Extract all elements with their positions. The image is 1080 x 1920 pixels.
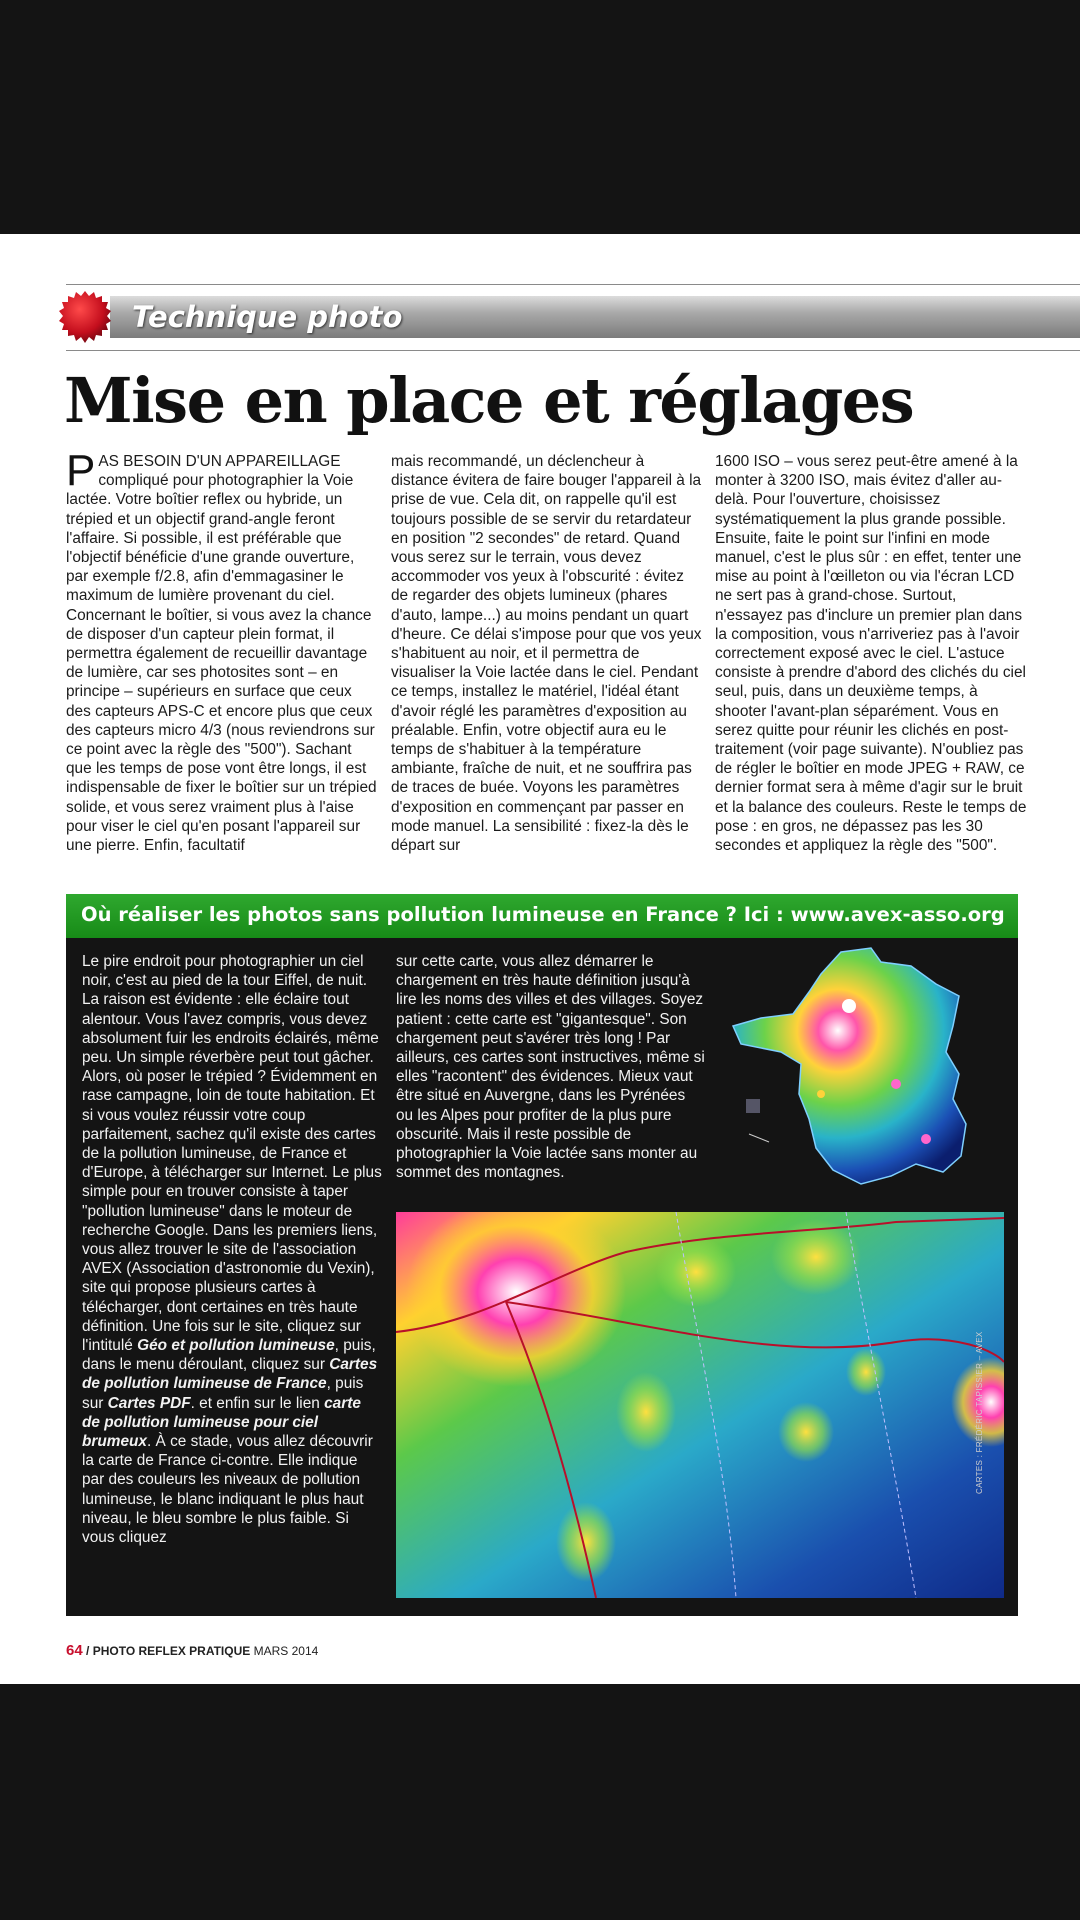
headline: Mise en place et réglages (64, 364, 914, 437)
sidebar-box (66, 894, 1018, 1616)
box-text-1: Le pire endroit pour photographier un ciel noir, c'est au pied de la tour Eiffel, de nuit. La raison est évidente : elle éclaire tout alentour. Vous l'avez compris, vous devez absolument fuir les endroits éclairés, même peu. Un simple réverbère peut tout gâcher. Alors, où poser le trépied ? Évidemment en rase campagne, loin de toute habitation. Et si vous voulez réussir votre coup parfaitement, sachez qu'il existe des cartes de la pollution lumineuse, de France et d'Europe, à télécharger sur Internet. Le plus simple pour en trouver consiste à taper "pollution lumineuse" dans le moteur de recherche Google. Dans les premiers liens, vous allez trouver le site de l'association AVEX (Association d'astronomie du Vexin), site qui propose plusieurs cartes à télécharger, dont certaines en très haute définition. Une fois sur le site, cliquez sur l'intitulé Géo et pollution lumineuse, puis, dans le menu déroulant, cliquez sur Cartes de pollution lumineuse de France, puis sur Cartes PDF. et enfin sur le lien carte de pollution lumineuse pour ciel brumeux. À ce stade, vous allez découvrir la carte de France ci-contre. Elle indique par des couleurs les niveaux de pollution lumineuse, le blanc indiquant le plus haut niveau, le bleu sombre le plus faible. Si vous cliquez (82, 953, 382, 1547)
box-title: Où réaliser les photos sans pollution lumineuse en France ? Ici : www.avex-asso.org (81, 903, 1005, 926)
page-number: 64 (66, 1642, 83, 1659)
top-rule (66, 284, 1080, 285)
issue-date: MARS 2014 (250, 1644, 319, 1658)
article-text-2: mais recommandé, un déclencheur à distance évitera de faire bouger l'appareil à la prise de vue. Cela dit, on rappelle qu'il est toujours possible de se servir du retardateur en position "2 secondes" de retard. Quand vous serez sur le terrain, vous devez accommoder vos yeux à l'obscurité : évitez de regarder des objets lumineux (phares d'auto, lampe...) au moins pendant un quart d'heure. Ce délai s'impose pour que vos yeux s'habituent au noir, et il permettra de visualiser la Voie lactée dans le ciel. Pendant ce temps, installez le matériel, l'idéal étant d'avoir réglé les paramètres d'exposition au préalable. Enfin, votre objectif aura eu le temps de s'habituer à la température ambiante, fraîche de nuit, et ne souffrira pas de traces de buée. Voyons les paramètres d'exposition en commençant par passer en mode manuel. La sensibilité : fixez-la dès le départ sur (391, 453, 702, 855)
article-column-2 (391, 452, 703, 855)
france-light-pollution-map (721, 944, 1011, 1204)
box-text-2: sur cette carte, vous allez démarrer le chargement en très haute définition jusqu'à lire les noms des villes et des villages. Soyez patient : cette carte est "gigantesque". Son chargement peut s'avérer très long ! Par ailleurs, ces cartes sont instructives, même si elles "racontent" des évidences. Mieux vaut être situé en Auvergne, dans les Pyrénées ou les Alpes pour profiter de la plus pure obscurité. Mais il reste possible de photographier la Voie lactée sans monter au sommet des montagnes. (396, 953, 705, 1182)
bottom-rule (66, 350, 1080, 351)
section-badge-icon (58, 290, 112, 344)
photo-credit: CARTES : FRÉDÉRIC TAPISSIER – AVEX (975, 1331, 984, 1494)
article-column-3 (715, 452, 1027, 855)
dropcap: P (66, 446, 96, 495)
box-column-1 (82, 952, 382, 1547)
box-title-bar (66, 894, 1018, 938)
box-column-2 (396, 952, 706, 1182)
region-light-pollution-map (396, 1212, 1004, 1598)
magazine-page (0, 234, 1080, 1684)
article-text-1: AS BESOIN D'UN APPAREILLAGE compliqué pour photographier la Voie lactée. Votre boîtier reflex ou hybride, un trépied et un objectif grand-angle feront l'affaire. Si possible, il est préférable que l'objectif bénéficie d'une grande ouverture, par exemple f/2.8, afin d'emmagasiner le maximum de lumière provenant du ciel. Concernant le boîtier, si vous avez la chance de disposer d'un capteur plein format, il permettra également de recueillir davantage de lumière, car ses photosites sont – en principe – supérieurs en surface que ceux des capteurs APS-C et encore plus que ceux des capteurs micro 4/3 (nous reviendrons sur ce point avec la règle des "500"). Sachant que les temps de pose vont être longs, il est indispensable de fixer le boîtier sur un trépied solide, et vous serez vraiment plus à l'aise pour viser le ciel qu'en posant l'appareil sur une pierre. Enfin, facultatif (66, 453, 377, 855)
section-label: Technique photo (132, 300, 403, 334)
article-column-1 (66, 446, 378, 855)
page-footer (66, 1642, 318, 1659)
magazine-name: / PHOTO REFLEX PRATIQUE (86, 1644, 251, 1658)
article-text-3: 1600 ISO – vous serez peut-être amené à la monter à 3200 ISO, mais évitez d'aller au-delà. Pour l'ouverture, choisissez systématiquement la plus grande possible. Ensuite, faite le point sur l'infini en mode manuel, c'est le plus sûr : en effet, tenter une mise au point à l'œilleton ou via l'écran LCD ne sert pas à grand-chose. Surtout, n'essayez pas d'inclure un premier plan dans la composition, vous n'arriveriez pas à l'avoir correctement exposé avec le ciel. L'astuce consiste à prendre d'abord des clichés du ciel seul, puis, dans un deuxième temps, à shooter l'avant-plan séparément. Vous en serez quitte pour réunir les clichés en post-traitement (voir page suivante). N'oubliez pas de régler le boîtier en mode JPEG + RAW, ce dernier format sera à même d'agir sur le bruit et la balance des couleurs. Reste le temps de pose : en gros, ne dépassez pas les 30 secondes et appliquez la règle des "500". (715, 453, 1027, 855)
